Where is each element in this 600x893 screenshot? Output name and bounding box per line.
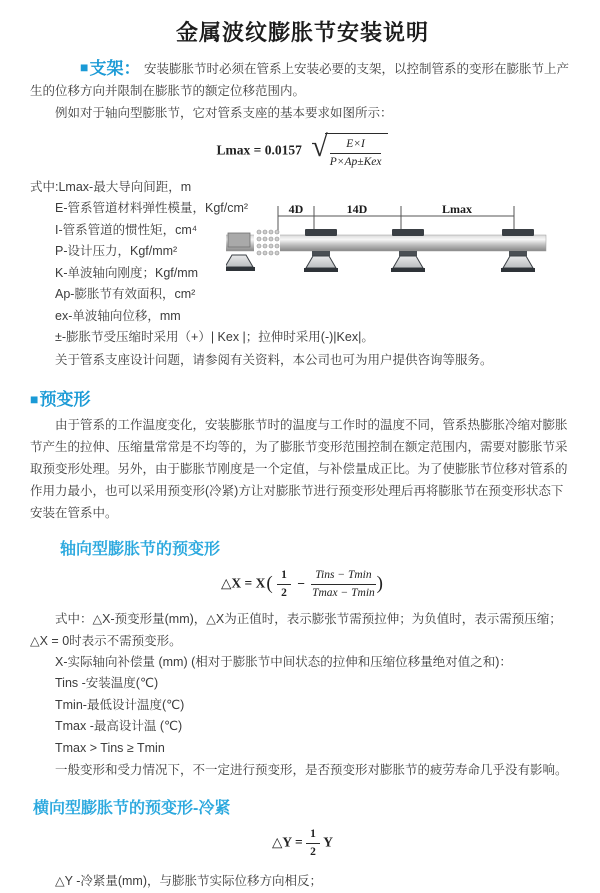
axial-note: Tmin-最低设计温度(℃) [55, 697, 185, 712]
section-marker-icon: ■ [30, 390, 39, 407]
fraction-denominator: P×Ap±Kex [329, 155, 382, 168]
bellows-icon [254, 230, 280, 255]
variable-line: E-管系管道材料弹性模量，Kgf/cm² [55, 201, 249, 216]
variable-line: ex-单波轴向位移，mm [55, 308, 181, 323]
lateral-subheading: 横向型膨胀节的预变形-冷紧 [33, 800, 231, 818]
close-paren: ) [376, 573, 383, 595]
predeform-section-heading-row [30, 385, 575, 410]
formula-dy-lhs: △Y = [272, 834, 303, 850]
dim-label-lmax: Lmax [442, 202, 472, 216]
variable-line: ±-膨胀节受压缩时采用（+）| Kex |；拉伸时采用(-)|Kex|。 [55, 330, 374, 345]
variable-line: 式中:Lmax-最大导向间距，m [30, 179, 192, 194]
variable-line: P-设计压力，Kgf/mm² [55, 244, 178, 259]
axial-note: X-实际轴向补偿量 (mm) (相对于膨胀节中间状态的拉伸和压缩位移量绝对值之和)： [55, 654, 512, 669]
axial-note: Tins -安装温度(℃) [55, 676, 159, 691]
lateral-predeform-formula [30, 827, 575, 860]
formula-dx-lhs: △X = X [221, 575, 266, 591]
variable-line: I-管系管道的惯性矩，cm⁴ [55, 222, 198, 237]
pipe-support-diagram [226, 203, 578, 303]
fraction-numerator: 1 [306, 827, 320, 844]
fraction-denominator: 2 [281, 586, 287, 599]
lmax-fraction [330, 137, 382, 170]
dim-label-14d: 14D [346, 202, 368, 216]
dim-label-4d: 4D [288, 202, 304, 216]
service-note: 关于管系支座设计问题，请参阅有关资料，本公司也可为用户提供咨询等服务。 [55, 352, 493, 367]
fraction-denominator: 2 [310, 846, 316, 859]
variable-line: K-单波轴向刚度；Kgf/mm [55, 265, 199, 280]
formula-dy-rhs: Y [323, 834, 333, 850]
doc-title: 金属波纹膨胀节安装说明 [175, 20, 429, 45]
sqrt-expression [311, 130, 388, 170]
axial-note: 式中：△X-预变形量(mm)，△X为正值时，表示膨张节需预拉伸；为负值时，表示需预压缩；△X = 0时表示不需预变形。 [30, 611, 562, 648]
support-example-line: 例如对于轴向型膨胀节，它对管系支座的基本要求如图所示： [55, 106, 393, 120]
variable-line: Ap-膨胀节有效面积，cm² [55, 287, 196, 302]
fraction-numerator: Tins − Tmin [311, 568, 375, 585]
fraction-denominator: Tmax − Tmin [312, 586, 375, 599]
predeform-section-heading: 预变形 [39, 389, 91, 409]
support-section-heading: 支架： [89, 59, 141, 78]
sqrt-sign-icon: √ [311, 130, 328, 163]
minus-operator: − [297, 576, 305, 592]
axial-note: Tmax -最高设计温 (℃) [55, 719, 183, 734]
fraction-numerator: E×I [330, 137, 382, 154]
formula-lmax-lhs: Lmax = 0.0157 [216, 142, 302, 158]
guide-spacing-formula [30, 130, 575, 170]
half-fraction [306, 827, 320, 860]
predeform-paragraph: 由于管系的工作温度变化，安装膨胀节时的温度与工作时的温度不同，管系热膨胀冷缩对膨胀节产生的拉伸、压缩量常常是不均等的，为了膨胀节变形范围控制在额定范围内，需要对膨胀节采取预变形处理。另外，由于膨胀节刚度是一个定值，与补偿量成正比。为了使膨胀节位移对管系的作用力最小，也可以采用预变形(冷紧)方让对膨胀节进行预变形处理后再将膨胀节在预变形状态下安装在管系中。 [30, 417, 568, 520]
lateral-note: △Y -冷紧量(mm)，与膨胀节实际位移方向相反； [55, 874, 323, 889]
axial-note: 一般变形和受力情况下，不一定进行预变形，是否预变形对膨胀节的疲劳寿命几乎没有影响。 [55, 763, 568, 778]
support-intro-text: 安装膨胀节时必须在管系上安装必要的支架，以控制管系的变形在膨胀节上产生的位移方向并限制在膨胀节的额定位移范围内。 [30, 62, 569, 98]
axial-subheading: 轴向型膨胀节的预变形 [60, 540, 221, 558]
variables-block [30, 177, 575, 371]
section-marker-icon: ■ [80, 59, 89, 75]
open-paren: ( [266, 573, 273, 595]
axial-note: Tmax > Tins ≥ Tmin [55, 740, 165, 755]
axial-predeform-formula [30, 568, 575, 601]
half-fraction [277, 568, 291, 601]
support-intro-paragraph [30, 57, 575, 102]
fraction-numerator: 1 [277, 568, 291, 585]
temperature-fraction [311, 568, 375, 601]
